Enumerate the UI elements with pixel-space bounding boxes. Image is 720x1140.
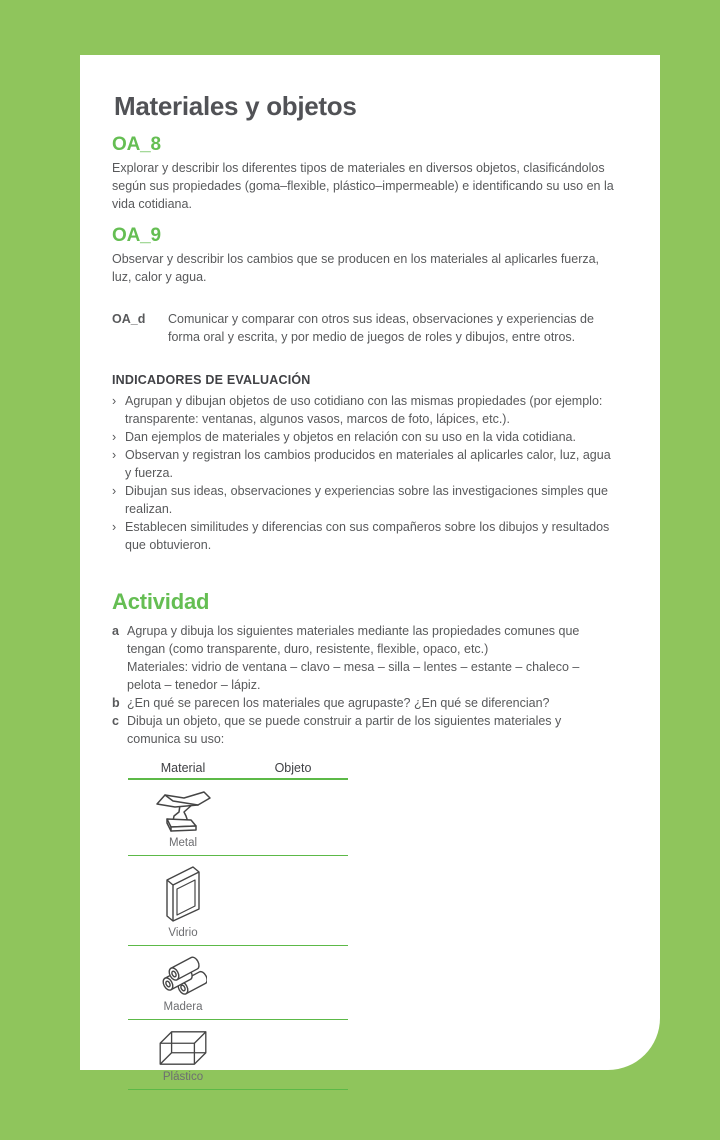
indicator-item xyxy=(112,392,614,428)
activity-heading: Actividad xyxy=(112,589,210,614)
activity-text: Dibuja un objeto, que se puede construir a partir de los siguientes materiales y comunica su uso: xyxy=(127,714,562,746)
activity-letter: c xyxy=(112,714,119,728)
bullet-marker: › xyxy=(112,394,117,408)
activity-text: Agrupa y dibuja los siguientes materiales mediante las propiedades comunes que tengan (como transparente, duro, resistente, flexible, opaco, etc.) xyxy=(127,624,580,656)
bullet-marker: › xyxy=(112,448,117,462)
activity-item-a xyxy=(112,622,614,694)
material-cell-vidrio xyxy=(128,856,238,945)
oa8-body: Explorar y describir los diferentes tipos de materiales en diversos objetos, clasificándolos según sus propiedades (goma–flexible, plástico–impermeable) e identificando su uso en la vida cotidiana. xyxy=(112,161,614,211)
indicator-text: Dibujan sus ideas, observaciones y experiencias sobre las investigaciones simples que realizan. xyxy=(125,484,608,516)
indicator-text: Agrupan y dibujan objetos de uso cotidiano con las mismas propiedades (por ejemplo: transparente: ventanas, algunos vasos, marcos de foto, lápices, etc.). xyxy=(125,394,603,426)
objeto-cell-empty xyxy=(238,946,348,1019)
wood-logs-icon xyxy=(159,955,207,997)
bullet-marker: › xyxy=(112,520,117,534)
indicator-item xyxy=(112,518,614,554)
objeto-cell-empty xyxy=(238,856,348,945)
column-header-material: Material xyxy=(160,761,206,775)
table-row xyxy=(128,856,348,946)
activity-materials-list: Materiales: vidrio de ventana – clavo – mesa – silla – lentes – estante – chaleco – pelota – tenedor – lápiz. xyxy=(127,660,580,692)
indicator-item xyxy=(112,482,614,518)
indicator-item xyxy=(112,446,614,482)
activity-item-body xyxy=(127,622,614,694)
objeto-cell-empty xyxy=(238,1020,348,1089)
bullet-marker: › xyxy=(112,430,117,444)
material-label: Plástico xyxy=(162,1071,204,1083)
oa9-heading: OA_9 xyxy=(112,225,161,246)
material-label: Vidrio xyxy=(168,927,198,939)
oa9-body: Observar y describir los cambios que se producen en los materiales al aplicarles fuerza, luz, calor y agua. xyxy=(112,252,600,284)
material-cell-plastico xyxy=(128,1020,238,1089)
anvil-icon xyxy=(154,789,212,833)
table-row xyxy=(128,780,348,856)
material-cell-madera xyxy=(128,946,238,1019)
indicators-heading: INDICADORES DE EVALUACIÓN xyxy=(112,373,311,387)
material-label: Madera xyxy=(163,1001,203,1013)
indicator-text: Observan y registran los cambios producidos en materiales al aplicarles calor, luz, agua y fuerza. xyxy=(125,448,611,480)
objeto-cell-empty xyxy=(238,780,348,855)
table-row xyxy=(128,946,348,1020)
activity-letter: a xyxy=(112,624,119,638)
activity-item-c xyxy=(112,712,614,748)
table-row xyxy=(128,1020,348,1090)
glass-pane-icon xyxy=(163,865,203,923)
oa-d-block xyxy=(112,310,614,346)
card-content xyxy=(80,55,660,1090)
indicator-item xyxy=(112,428,614,446)
table-header-row xyxy=(128,761,348,780)
plastic-box-icon xyxy=(155,1029,211,1067)
activity-item-b xyxy=(112,694,614,712)
activity-letter: b xyxy=(112,696,120,710)
oa-d-label: OA_d xyxy=(112,312,146,326)
column-header-objeto: Objeto xyxy=(274,761,312,775)
activity-text: ¿En qué se parecen los materiales que agrupaste? ¿En qué se diferencian? xyxy=(127,696,550,710)
materials-table xyxy=(128,761,348,1090)
page-title: Materiales y objetos xyxy=(114,91,357,121)
indicator-text: Establecen similitudes y diferencias con sus compañeros sobre los dibujos y resultados que obtuvieron. xyxy=(125,520,610,552)
oa8-heading: OA_8 xyxy=(112,134,161,155)
material-label: Metal xyxy=(168,837,198,849)
oa-d-text: Comunicar y comparar con otros sus ideas, observaciones y experiencias de forma oral y escrita, y por medio de juegos de roles y dibujos, entre otros. xyxy=(168,312,594,344)
content-card xyxy=(80,55,660,1083)
bullet-marker: › xyxy=(112,484,117,498)
material-cell-metal xyxy=(128,780,238,855)
indicator-text: Dan ejemplos de materiales y objetos en relación con su uso en la vida cotidiana. xyxy=(125,430,576,444)
